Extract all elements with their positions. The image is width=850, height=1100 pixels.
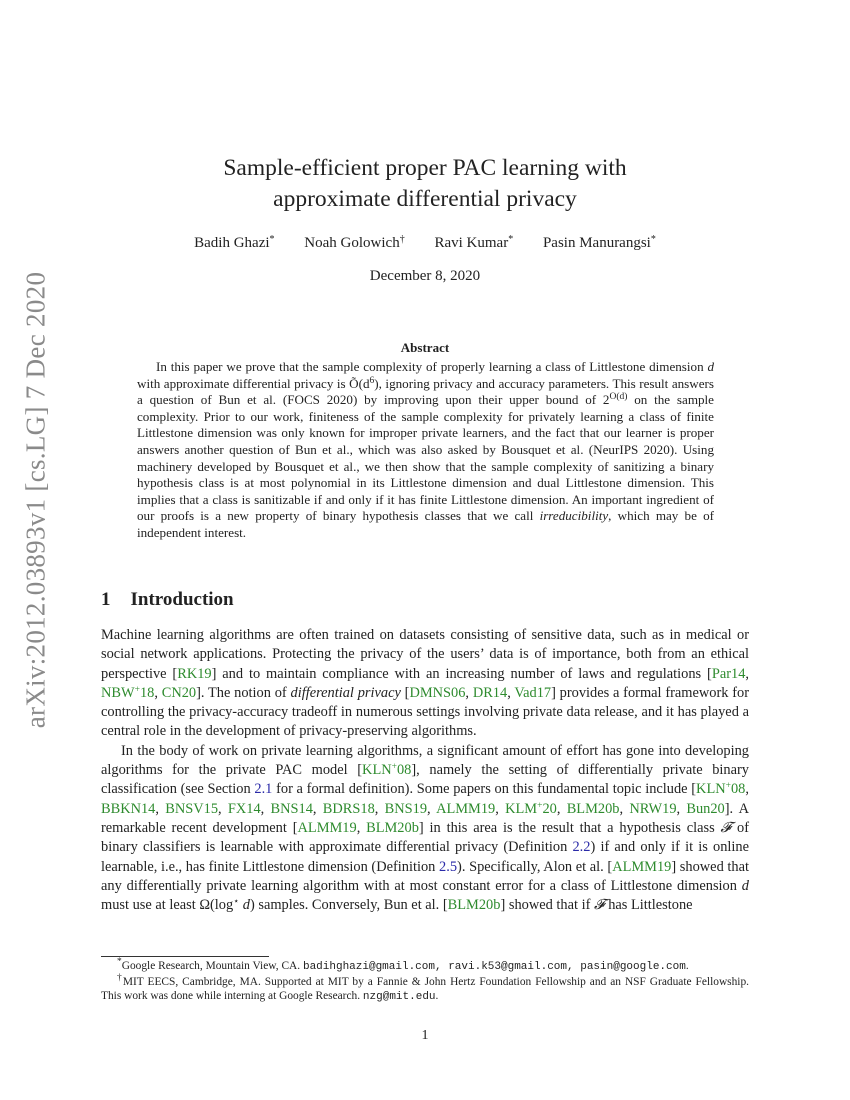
emphasized-term: differential privacy <box>290 684 401 701</box>
citation-text: KLN <box>696 781 726 798</box>
abstract-text: , ignoring privacy and accuracy parameters. This result answers a question of Bun et al. (FOCS 2020) by improving upon their upper bound of 2 <box>137 375 714 408</box>
citation-link[interactable]: BNS19 <box>384 800 428 817</box>
separator: , <box>374 800 385 817</box>
abstract-body <box>137 359 714 542</box>
citation-link[interactable]: Vad17 <box>514 684 552 701</box>
affiliation-mark[interactable]: * <box>508 234 514 245</box>
citation-link[interactable]: Bun20 <box>686 800 725 817</box>
body-text: ] provides a formal framework for controlling the privacy-accuracy tradeoff in numerous settings involving private data release, and it has played a central role in the development of privacy-preserving algorithms. <box>101 684 750 740</box>
math-exponent: 6 <box>369 375 375 386</box>
math-symbol: 𝓕 <box>720 819 732 836</box>
author-name: Badih Ghazi <box>194 235 270 251</box>
separator: , <box>676 800 687 817</box>
citation-link[interactable]: BNS14 <box>270 800 313 817</box>
title-line-1: Sample-efficient proper PAC learning with <box>223 155 627 181</box>
citation-link[interactable]: Par14 <box>711 665 746 682</box>
author <box>543 235 656 251</box>
author <box>304 235 404 251</box>
citation-link[interactable]: BLM20b <box>366 819 419 836</box>
intro-paragraph-1 <box>101 626 749 742</box>
body-text: ) if and only if it is online learnable, i.e., has finite Littlestone dimension (Definition <box>101 839 750 875</box>
citation-link[interactable] <box>505 801 557 817</box>
author-list <box>0 235 850 252</box>
citation-text: KLN <box>362 762 392 779</box>
section-reference-link[interactable]: 2.1 <box>254 781 273 798</box>
footnote-text: MIT EECS, Cambridge, MA. Supported at MIT by a Fannie & John Hertz Foundation Fellowship and an NSF Graduate Fellowship. This work was done while interning at Google Research. <box>101 975 750 1002</box>
citation-link[interactable]: BLM20b <box>447 897 501 914</box>
body-text: has Littlestone <box>604 897 693 914</box>
affiliation-mark[interactable]: * <box>650 234 656 245</box>
footnote-2 <box>101 972 750 1005</box>
citation-text: 20 <box>542 800 557 817</box>
separator: , <box>154 684 162 701</box>
body-text: ] in this area is the result that a hypothesis class <box>418 819 721 836</box>
body-text: ] showed that if <box>500 897 594 914</box>
citation-link[interactable]: FX14 <box>227 800 261 817</box>
math-variable: d <box>707 359 714 374</box>
email-addresses[interactable]: badihghazi@gmail.com, ravi.k53@gmail.com, pasin@google.com <box>302 961 686 973</box>
separator: , <box>495 800 506 817</box>
section-heading-introduction <box>101 589 234 611</box>
body-text: for a formal definition). Some papers on this fundamental topic include [ <box>272 781 697 798</box>
body-text: ], namely the setting of differentially private binary classification (see Section <box>101 762 749 798</box>
separator: , <box>745 665 749 682</box>
separator: , <box>619 800 630 817</box>
math-exponent: O(d) <box>609 392 628 403</box>
citation-link[interactable]: BLM20b <box>566 800 620 817</box>
separator: , <box>556 800 567 817</box>
footnote-text: Google Research, Mountain View, CA. <box>121 960 303 972</box>
introduction-body <box>101 626 749 915</box>
affiliation-mark[interactable]: * <box>269 234 275 245</box>
separator: , <box>427 800 437 817</box>
citation-link[interactable]: BNSV15 <box>165 800 219 817</box>
citation-sup: + <box>391 762 397 773</box>
citation-link[interactable] <box>696 781 745 797</box>
body-text: ] showed that any differentially private learning algorithm with at most constant error for a class of Littlestone dimension <box>101 858 749 894</box>
citation-text: 18 <box>139 684 155 701</box>
body-text: ]. The notion of <box>196 684 291 701</box>
citation-text: 08 <box>396 762 412 779</box>
citation-text: KLM <box>505 800 538 817</box>
separator: , <box>260 800 271 817</box>
separator: , <box>218 800 228 817</box>
definition-reference-link[interactable]: 2.5 <box>439 858 458 875</box>
paper-title <box>0 153 850 215</box>
separator: , <box>312 800 323 817</box>
citation-text: NBW <box>101 684 135 701</box>
publication-date: December 8, 2020 <box>369 268 481 284</box>
separator: , <box>356 819 367 836</box>
math-bound: Õ(d <box>349 375 370 391</box>
abstract-text: on the sample complexity. Prior to our work, finiteness of the sample complexity for privately learning a class of finite Littlestone dimension was only known for improper private learners, and the fact that our learner is proper answers another question of Bun et al., which was also asked by Bousquet et al. (NeurIPS 2020). Using machinery developed by Bousquet et al., we then show that the sample complexity of sanitizing a binary hypothesis class is at most polynomial in its Littlestone dimension and dual Littlestone dimension. This implies that a class is sanitizable if and only if it has finite Littlestone dimension. An important ingredient of our proofs is a new property of binary hypothesis classes that we call <box>137 392 714 524</box>
section-number: 1 <box>101 589 111 610</box>
body-text: ) samples. Conversely, Bun et al. [ <box>249 897 448 914</box>
abstract-text: , which may be of independent interest. <box>137 508 714 540</box>
abstract-heading: Abstract <box>400 340 450 355</box>
emphasized-term: irreducibility <box>539 508 609 524</box>
citation-text: 08 <box>730 781 746 798</box>
definition-reference-link[interactable]: 2.2 <box>572 839 591 856</box>
body-text: ] and to maintain compliance with an increasing number of laws and regulations [ <box>211 665 712 682</box>
page-number: 1 <box>421 1028 429 1043</box>
math-symbol: 𝓕 <box>593 897 605 914</box>
footnote-1 <box>101 959 749 975</box>
math-variable: d <box>741 877 749 894</box>
citation-link[interactable]: RK19 <box>177 665 212 682</box>
email-address[interactable]: nzg@mit.edu <box>362 991 436 1003</box>
body-text: of binary classifiers is learnable with approximate differential privacy (Definition <box>101 819 749 856</box>
affiliation-mark[interactable]: † <box>399 234 405 245</box>
citation-link[interactable]: DR14 <box>472 684 508 701</box>
abstract-text: with approximate differential privacy is <box>137 375 350 391</box>
section-title: Introduction <box>130 589 234 610</box>
separator: , <box>507 684 515 701</box>
footnotes <box>101 959 749 1005</box>
body-text: ). Specifically, Alon et al. [ <box>457 858 613 875</box>
citation-sup: + <box>134 684 140 695</box>
footnote-divider <box>101 956 269 957</box>
math-exponent: ⋆ <box>233 897 240 908</box>
footnote-mark: † <box>117 972 123 983</box>
citation-link[interactable]: NRW19 <box>629 800 677 817</box>
citation-link[interactable]: ALMM19 <box>436 800 496 817</box>
citation-link[interactable]: BDRS18 <box>322 800 375 817</box>
citation-link[interactable]: DMNS06 <box>409 684 466 701</box>
citation-link[interactable]: ALMM19 <box>612 858 672 875</box>
author <box>194 235 274 251</box>
citation-link[interactable]: CN20 <box>161 684 197 701</box>
arxiv-stamp-text: arXiv:2012.03893v1 [cs.LG] 7 Dec 2020 <box>20 271 51 729</box>
citation-sup: + <box>725 781 731 792</box>
author-name: Noah Golowich <box>304 235 400 251</box>
math-bound: ) <box>374 375 379 391</box>
author-name: Ravi Kumar <box>434 235 509 251</box>
citation-link[interactable]: BBKN14 <box>101 800 156 817</box>
body-text: Machine learning algorithms are often trained on datasets consisting of sensitive data, such as in medical or social network applications. Protecting the privacy of the users’ data is of importance, both from an ethical perspective [ <box>101 627 749 682</box>
separator: , <box>465 684 473 701</box>
citation-link[interactable] <box>101 685 154 701</box>
body-text: [ <box>400 684 410 701</box>
title-line-2: approximate differential privacy <box>273 186 577 212</box>
body-text: In the body of work on private learning algorithms, a significant amount of effort has gone into developing algorithms for the private PAC model [ <box>101 742 749 779</box>
intro-paragraph-2 <box>101 742 749 916</box>
math-variable: d <box>242 897 250 914</box>
footnote-text: . <box>685 960 689 972</box>
citation-sup: + <box>537 800 543 811</box>
citation-link[interactable] <box>362 762 411 778</box>
separator: , <box>745 781 749 798</box>
separator: , <box>155 800 166 817</box>
body-text: must use at least Ω(log <box>101 897 234 914</box>
author-name: Pasin Manurangsi <box>542 235 651 251</box>
abstract-text: In this paper we prove that the sample complexity of properly learning a class of Littlestone dimension <box>156 359 708 374</box>
author <box>434 235 513 251</box>
footnote-mark: * <box>117 957 122 967</box>
footnote-text: . <box>435 990 439 1002</box>
citation-link[interactable]: ALMM19 <box>297 819 357 836</box>
body-text: ]. A remarkable recent development [ <box>101 800 750 836</box>
